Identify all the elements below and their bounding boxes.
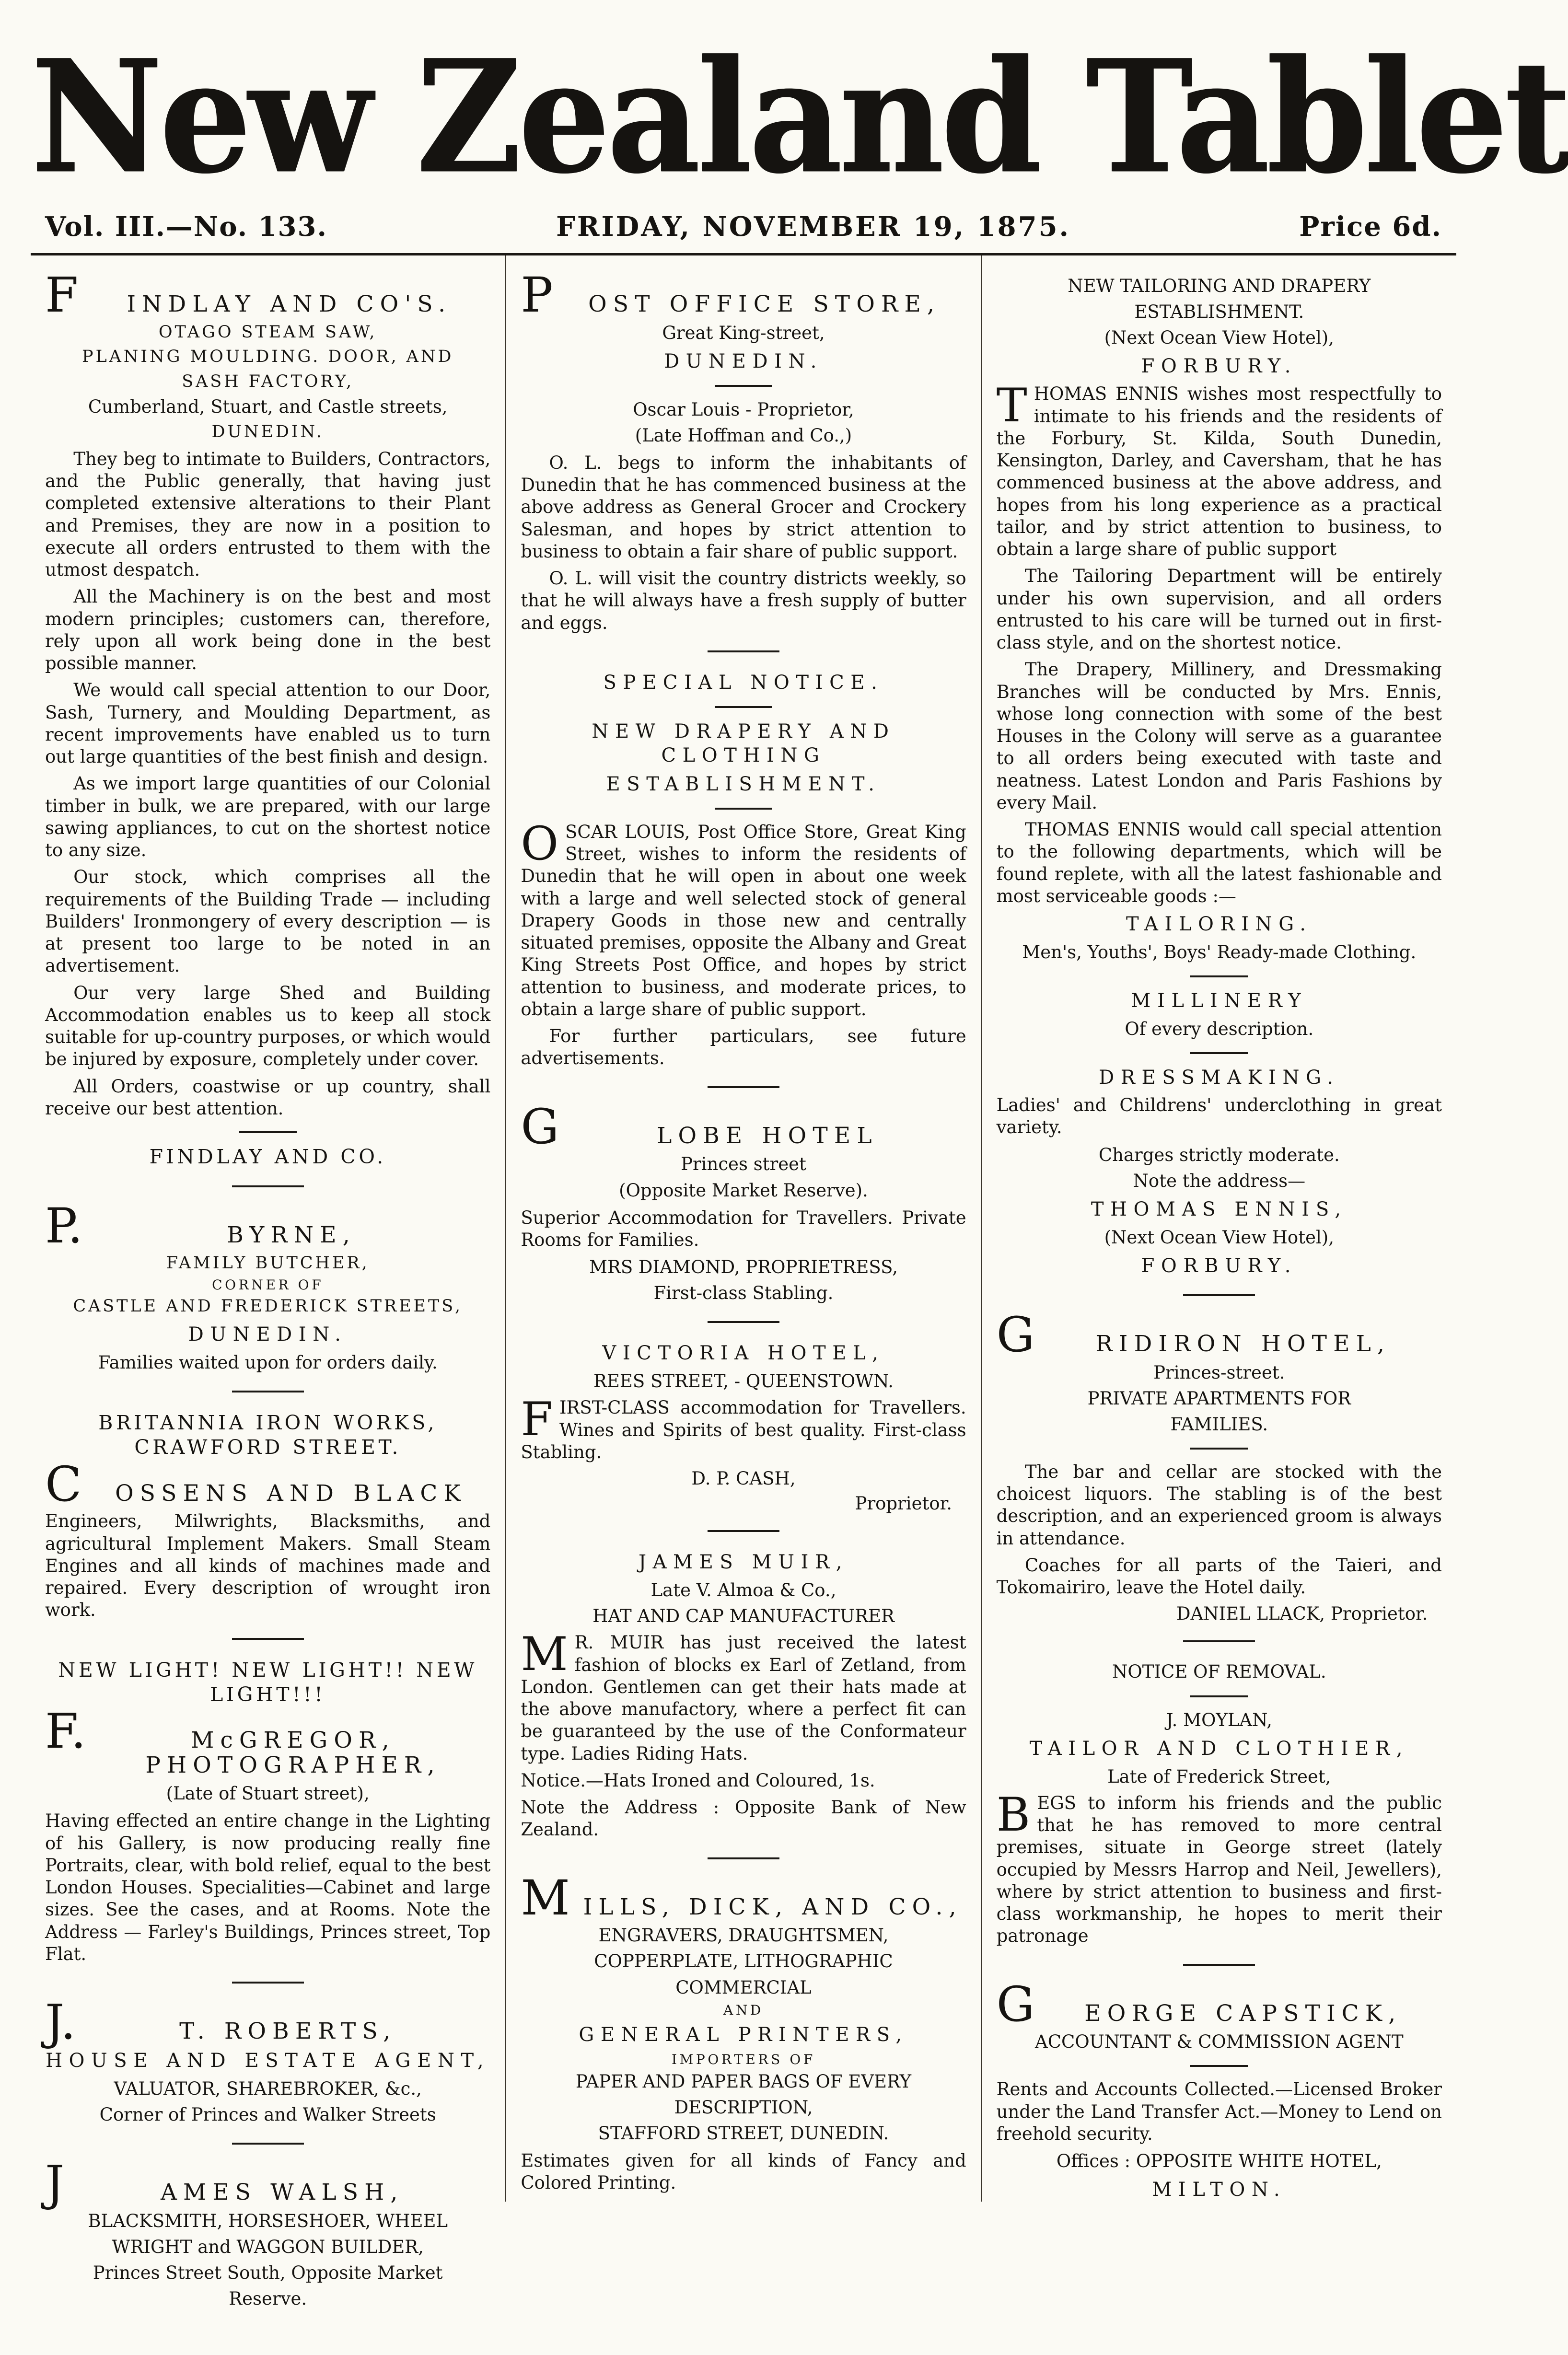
ad-headline — [45, 1198, 490, 1254]
ad-line: Families waited upon for orders daily. — [98, 1352, 438, 1373]
ad-line: Note the address— — [1133, 1170, 1306, 1191]
ad-headline-text: RIDIRON HOTEL, — [1095, 1331, 1391, 1357]
ad-mcgregor-photographer — [45, 1658, 490, 1966]
ad-line-tiny: CORNER OF — [212, 1277, 324, 1293]
ad-heading-spaced: ESTABLISHMENT. — [606, 773, 881, 795]
volume-number: Vol. III.—No. 133. — [45, 211, 327, 243]
ad-james-walsh — [45, 2155, 490, 2310]
ad-gridiron-hotel — [996, 1307, 1442, 1624]
column-2 — [505, 255, 980, 2202]
ad-headline-text: OSSENS AND BLACK — [115, 1480, 467, 1507]
divider — [1190, 1695, 1248, 1697]
divider — [1190, 2065, 1248, 2067]
ad-line: FAMILIES. — [1170, 1414, 1268, 1435]
ad-line: D. P. CASH, — [691, 1468, 796, 1489]
ad-paragraph-dropcap: M R. MUIR has just received the latest fashion of blocks ex Earl of Zetland, from London. Gentlemen can get their hats made at the above manufactory, where a perfect fit can be guaranteed by the use of the Conformateur type. Ladies Riding Hats. — [521, 1627, 966, 1764]
ad-line: NOTICE OF REMOVAL. — [1112, 1661, 1326, 1682]
dropcap-letter: B — [996, 1787, 1031, 1842]
ad-headline — [45, 267, 490, 323]
ad-line-smallcaps: CASTLE AND FREDERICK STREETS, — [73, 1297, 463, 1316]
ad-headline-text: INDLAY AND CO'S. — [127, 291, 452, 317]
ad-heading: BRITANNIA IRON WORKS, CRAWFORD STREET. — [98, 1411, 438, 1459]
ad-separator — [708, 1857, 779, 1859]
ad-line: Princes-street. — [1153, 1362, 1285, 1383]
ad-line: (Opposite Market Reserve). — [619, 1180, 868, 1201]
ad-paragraph: Our stock, which comprises all the requirements of the Building Trade — including Builders' Ironmongery of every description — is at present too large to be noted in an advertisement. — [45, 867, 491, 976]
ad-special-notice-drapery — [521, 671, 966, 1070]
ad-headline — [45, 1994, 490, 2051]
ad-paragraph: The Drapery, Millinery, and Dressmaking Branches will be conducted by Mrs. Ennis, whose long connection with some of the best Houses in the Colony will serve as a guarantee to all orders being executed with taste and neatness. Latest London and Paris Fashions by every Mail. — [996, 659, 1442, 813]
dropcap-letter: O — [521, 816, 559, 870]
dropcap-letter: F. — [45, 1703, 86, 1759]
ad-line: VALUATOR, SHAREBROKER, &c., — [114, 2078, 422, 2099]
ad-heading-spaced: FORBURY. — [1141, 355, 1298, 378]
dropcap-letter: T — [996, 379, 1027, 433]
column-1 — [31, 255, 505, 2309]
ad-headline — [45, 2155, 490, 2212]
ad-heading-spaced: NEW DRAPERY AND CLOTHING — [592, 720, 895, 766]
ad-heading: FINDLAY AND CO. — [149, 1145, 386, 1169]
ad-line: (Late Hoffman and Co.,) — [635, 425, 852, 446]
ad-headline-text: McGREGOR, PHOTOGRAPHER, — [145, 1727, 441, 1778]
ad-mills-dick-and-co — [521, 1869, 966, 2194]
ad-heading-spaced: TAILOR AND CLOTHIER, — [1029, 1737, 1409, 1760]
masthead-title: New Zealand Tablet — [31, 25, 1568, 209]
ad-line-smallcaps: DUNEDIN. — [211, 422, 324, 442]
ad-heading-spaced: DUNEDIN. — [188, 1323, 348, 1346]
ad-paragraph: Estimates given for all kinds of Fancy and Colored Printing. — [521, 2150, 966, 2193]
dropcap-letter: P. — [45, 1198, 83, 1254]
ad-headline — [521, 1098, 966, 1155]
ad-line: Oscar Louis - Proprietor, — [633, 399, 854, 420]
ad-headline-text: ILLS, DICK, AND CO., — [583, 1893, 963, 1920]
ad-line: HAT AND CAP MANUFACTURER — [592, 1606, 894, 1627]
divider — [1190, 1052, 1248, 1054]
dropcap-letter: G — [521, 1098, 559, 1155]
ad-separator — [708, 1321, 779, 1323]
dropcap-letter: P — [521, 267, 553, 323]
ad-heading-spaced: HOUSE AND ESTATE AGENT, — [46, 2049, 490, 2072]
ad-line: (Late of Stuart street), — [166, 1783, 370, 1804]
ad-moylan-notice-of-removal — [997, 1660, 1442, 1947]
ad-heading-spaced: JAMES MUIR, — [638, 1551, 849, 1574]
ad-line: Corner of Princes and Walker Streets — [99, 2104, 436, 2125]
ad-headline — [996, 1307, 1442, 1363]
ad-headline — [996, 1976, 1442, 2032]
ad-separator — [232, 2143, 304, 2145]
ad-line: Late of Frederick Street, — [1107, 1766, 1331, 1787]
ad-line: REES STREET, - QUEENSTOWN. — [593, 1371, 894, 1392]
dropcap-letter: M — [521, 1627, 568, 1682]
ad-line-tiny: IMPORTERS OF — [672, 2051, 815, 2067]
ad-line: COMMERCIAL — [675, 1977, 812, 1998]
ad-paragraph: Superior Accommodation for Travellers. Private Rooms for Families. — [521, 1207, 966, 1250]
ad-globe-hotel — [521, 1098, 966, 1305]
ad-james-muir — [521, 1550, 966, 1841]
ad-headline-text: EORGE CAPSTICK, — [1084, 2000, 1402, 2027]
ad-headline-text: BYRNE, — [227, 1222, 356, 1249]
column-3 — [981, 255, 1456, 2202]
ad-line: NEW TAILORING AND DRAPERY — [1068, 276, 1371, 296]
ad-separator — [232, 1185, 304, 1187]
ad-george-capstick — [996, 1976, 1442, 2202]
ad-victoria-hotel — [521, 1341, 966, 1514]
ad-line: Cumberland, Stuart, and Castle streets, — [88, 396, 448, 418]
ad-line: WRIGHT and WAGGON BUILDER, — [112, 2236, 424, 2257]
ad-line: PAPER AND PAPER BAGS OF EVERY — [575, 2071, 912, 2092]
ad-line: Princes street — [681, 1154, 806, 1175]
ad-paragraph: Having effected an entire change in the Lighting of his Gallery, is now producing really fine Portraits, clear, with bold relief, equal to the best London Houses. Specialities—Cabinet and large sizes. See the cases, and at Rooms. Note the Address — Farley's Buildings, Princes street, Top Flat. — [45, 1810, 491, 1964]
ad-heading-spaced: FORBURY. — [1141, 1255, 1298, 1277]
ad-line: Late V. Almoa & Co., — [650, 1580, 836, 1601]
dropcap-letter: M — [521, 1869, 570, 1926]
ad-paragraph: O. L. begs to inform the inhabitants of Dunedin that he has commenced business at the above address as General Grocer and Crockery Salesman, and hopes by strict attention to business to obtain a fair share of public support. — [521, 452, 966, 562]
ad-paragraph: The Tailoring Department will be entirely under his own supervision, and all orders entrusted to his care will be turned out in first-class style, and on the shortest notice. — [996, 566, 1442, 653]
ad-paragraph: Coaches for all parts of the Taieri, and Tokomairiro, leave the Hotel daily. — [996, 1555, 1442, 1598]
ad-heading-spaced: DRESSMAKING. — [1099, 1067, 1340, 1089]
ad-paragraph: O. L. will visit the country districts weekly, so that he will always have a fresh supply of butter and eggs. — [521, 568, 966, 633]
ad-line: Charges strictly moderate. — [1098, 1144, 1340, 1165]
ad-signature: DANIEL LLACK, Proprietor. — [1176, 1603, 1428, 1624]
dropcap-letter: F — [45, 267, 79, 323]
ad-line: Great King-street, — [662, 322, 825, 343]
dropcap-letter: C — [45, 1456, 82, 1512]
issue-date: FRIDAY, NOVEMBER 19, 1875. — [556, 211, 1071, 243]
divider — [1190, 975, 1248, 977]
dropcap-letter: J. — [45, 1994, 76, 2051]
ad-headline-text: T. ROBERTS, — [179, 2018, 397, 2045]
ad-separator — [708, 1530, 779, 1532]
ad-heading-spaced: SPECIAL NOTICE. — [603, 671, 884, 694]
ad-paragraph: Note the Address : Opposite Bank of New Zealand. — [521, 1797, 966, 1840]
ad-paragraph: Rents and Accounts Collected.—Licensed Broker under the Land Transfer Act.—Money to Lend on freehold security. — [996, 2079, 1442, 2144]
ad-heading-spaced: MILLINERY — [1131, 990, 1308, 1012]
ad-separator — [232, 1638, 304, 1640]
ad-line: Reserve. — [229, 2288, 307, 2309]
dropcap-letter: G — [996, 1307, 1035, 1363]
ad-paragraph-dropcap: BEGS to inform his friends and the public that he has removed to more central premises, situate in George street (lately occupied by Messrs Harrop and Neil, Jewellers), where by strict attention to business and first-class workmanship, he hopes to merit their patronage — [996, 1787, 1442, 1947]
ad-separator — [1183, 1964, 1255, 1966]
ad-line: BLACKSMITH, HORSESHOER, WHEEL — [88, 2210, 448, 2231]
ad-line: DESCRIPTION, — [674, 2097, 813, 2118]
ad-separator — [1183, 1294, 1255, 1296]
divider — [715, 385, 772, 387]
ad-paragraph: They beg to intimate to Builders, Contractors, and the Public generally, that having just completed extensive alterations to their Plant and Premises, they are now in a position to execute all orders entrusted to them with the utmost despatch. — [45, 448, 491, 580]
ad-separator — [232, 1982, 304, 1984]
ad-paragraph-dropcap: THOMAS ENNIS wishes most respectfully to intimate to his friends and the residents of the Forbury, St. Kilda, South Dunedin, Kensington, Darley, and Caversham, that he has commenced business at the above address, and hopes from his long experience as a practical tailor, and by strict attention to business, to obtain a large share of public support — [996, 379, 1442, 560]
ad-post-office-store — [521, 267, 966, 634]
ad-heading-spaced: VICTORIA HOTEL, — [602, 1342, 885, 1365]
ad-headline-text: LOBE HOTEL — [657, 1122, 878, 1149]
ad-paragraph-dropcap: FIRST-CLASS accommodation for Travellers. Wines and Spirits of best quality. First-class Stabling. — [521, 1392, 966, 1462]
ad-separator — [708, 1086, 779, 1088]
ad-headline-text: OST OFFICE STORE, — [588, 291, 941, 317]
columns-container — [31, 255, 1456, 2309]
ad-line: Offices : OPPOSITE WHITE HOTEL, — [1056, 2151, 1382, 2172]
ad-line: ENGRAVERS, DRAUGHTSMEN, — [598, 1925, 889, 1946]
ad-britannia-iron-works — [45, 1411, 490, 1621]
ad-line: ACCOUNTANT & COMMISSION AGENT — [1035, 2031, 1404, 2053]
ad-line: Men's, Youths', Boys' Ready-made Clothing. — [1022, 942, 1417, 963]
ad-paragraph: Ladies' and Childrens' underclothing in great variety. — [996, 1095, 1442, 1138]
issue-price: Price 6d. — [1299, 211, 1442, 243]
ad-line-smallcaps: FAMILY BUTCHER, — [166, 1253, 370, 1273]
ad-line: Of every description. — [1125, 1019, 1314, 1040]
ad-thomas-ennis-tailoring — [997, 275, 1442, 1278]
ad-line: STAFFORD STREET, DUNEDIN. — [598, 2123, 889, 2144]
ad-separator — [708, 650, 779, 652]
ad-paragraph: All Orders, coastwise or up country, shall receive our best attention. — [45, 1076, 491, 1119]
ad-line-smallcaps: SASH FACTORY, — [182, 371, 354, 391]
divider — [715, 706, 772, 708]
ad-separator — [1183, 1640, 1255, 1642]
ad-line: ESTABLISHMENT. — [1134, 302, 1304, 323]
divider — [239, 1131, 297, 1133]
ad-paragraph: We would call special attention to our Door, Sash, Turnery, and Moulding Department, as recent improvements have enabled us to turn out large quantities of the best finish and design. — [45, 680, 491, 767]
ad-line-tiny: AND — [723, 2002, 764, 2018]
ad-paragraph: Our very large Shed and Building Accommodation enables us to keep all stock suitable for up-country purposes, or which would be injured by exposure, completely under cover. — [45, 982, 491, 1070]
ad-paragraph: The bar and cellar are stocked with the choicest liquors. The stabling is of the best description, and an experienced groom is always in attendance. — [996, 1461, 1442, 1549]
ad-paragraph: For further particulars, see future advertisements. — [521, 1026, 966, 1069]
dropcap-letter: G — [996, 1976, 1035, 2032]
ad-paragraph: Engineers, Milwrights, Blacksmiths, and agricultural Implement Makers. Small Steam Engines and all kinds of machines made and repaired. Every description of wrought iron work. — [45, 1511, 491, 1621]
ad-line-smallcaps: OTAGO STEAM SAW, — [158, 322, 377, 342]
ad-heading-spaced: THOMAS ENNIS, — [1091, 1198, 1347, 1220]
ad-line-smallcaps: PLANING MOULDING. DOOR, AND — [82, 347, 454, 367]
ad-heading-spaced: MILTON. — [1152, 2179, 1287, 2201]
ad-separator — [232, 1391, 304, 1392]
ad-paragraph-dropcap: OSCAR LOUIS, Post Office Store, Great King Street, wishes to inform the residents of Dunedin that he will open in about one week with a large and well selected stock of general Drapery Goods in those new and centrally situated premises, opposite the Albany and Great King Streets Post Office, and hopes by strict attention to business, and moderate prices, to obtain a large share of public support. — [521, 816, 966, 1020]
ad-line: MRS DIAMOND, PROPRIETRESS, — [589, 1257, 898, 1278]
ad-headline — [45, 1456, 490, 1512]
ad-p-byrne-butcher — [45, 1198, 490, 1374]
ad-findlay-and-co — [45, 267, 491, 1169]
divider — [715, 808, 772, 810]
ad-paragraph: All the Machinery is on the best and most modern principles; customers can, therefore, rely upon all work being done in the best possible manner. — [45, 586, 491, 674]
ad-headline — [521, 267, 966, 323]
ad-paragraph: As we import large quantities of our Colonial timber in bulk, we are prepared, with our large sawing appliances, to cut on the shortest notice to any size. — [45, 773, 491, 861]
ad-signature: Proprietor. — [855, 1493, 952, 1514]
ad-j-t-roberts — [45, 1994, 490, 2126]
ad-line: First-class Stabling. — [653, 1283, 834, 1304]
ad-heading: NEW LIGHT! NEW LIGHT!! NEW LIGHT!!! — [58, 1658, 477, 1706]
ad-line: Princes Street South, Opposite Market — [93, 2262, 443, 2283]
ad-line: COPPERPLATE, LITHOGRAPHIC — [594, 1951, 893, 1972]
ad-headline-text: AMES WALSH, — [160, 2179, 404, 2206]
ad-heading-spaced: TAILORING. — [1126, 913, 1312, 936]
ad-line: J. MOYLAN, — [1166, 1709, 1272, 1730]
dropcap-letter: F — [521, 1392, 553, 1447]
ad-headline — [521, 1869, 966, 1926]
ad-line: (Next Ocean View Hotel), — [1104, 1227, 1334, 1248]
ad-paragraph: Notice.—Hats Ironed and Coloured, 1s. — [521, 1770, 875, 1791]
dropcap-letter: J — [45, 2155, 65, 2212]
ad-line: (Next Ocean View Hotel), — [1104, 327, 1334, 348]
divider — [1190, 1448, 1248, 1450]
masthead — [31, 12, 1568, 209]
ad-heading-spaced: GENERAL PRINTERS, — [579, 2023, 908, 2046]
ad-paragraph: THOMAS ENNIS would call special attention to the following departments, which will be found replete, with all the latest fashionable and most serviceable goods :— — [996, 819, 1442, 906]
ad-heading-spaced: DUNEDIN. — [664, 350, 823, 372]
ad-headline — [45, 1703, 490, 1778]
ad-line: PRIVATE APARTMENTS FOR — [1087, 1388, 1351, 1409]
